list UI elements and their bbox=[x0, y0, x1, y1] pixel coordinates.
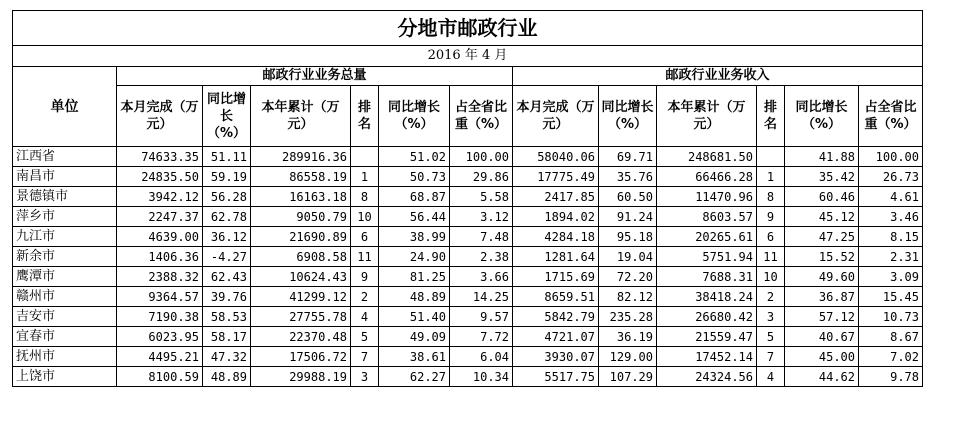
income-month-growth-cell: 72.20 bbox=[599, 267, 657, 287]
total-share-cell: 10.34 bbox=[450, 367, 513, 387]
total-month-growth-header: 同比增长（%） bbox=[203, 86, 251, 147]
table-row bbox=[13, 287, 923, 307]
total-ytd-growth-cell: 49.09 bbox=[379, 327, 450, 347]
income-share-cell: 100.00 bbox=[859, 147, 923, 167]
table-row bbox=[13, 307, 923, 327]
income-month-cell: 4284.18 bbox=[513, 227, 599, 247]
total-ytd-cell: 21690.89 bbox=[251, 227, 351, 247]
income-month-cell: 4721.07 bbox=[513, 327, 599, 347]
unit-name-cell: 九江市 bbox=[13, 227, 117, 247]
income-ytd-cell: 7688.31 bbox=[657, 267, 757, 287]
income-ytd-growth-cell: 36.87 bbox=[785, 287, 859, 307]
total-rank-cell: 10 bbox=[351, 207, 379, 227]
income-rank-cell: 6 bbox=[757, 227, 785, 247]
unit-name-cell: 吉安市 bbox=[13, 307, 117, 327]
income-share-cell: 2.31 bbox=[859, 247, 923, 267]
income-month-growth-cell: 60.50 bbox=[599, 187, 657, 207]
income-rank-cell: 2 bbox=[757, 287, 785, 307]
total-rank-cell bbox=[351, 147, 379, 167]
income-month-growth-cell: 35.76 bbox=[599, 167, 657, 187]
income-ytd-header: 本年累计（万元） bbox=[657, 86, 757, 147]
unit-name-cell: 景德镇市 bbox=[13, 187, 117, 207]
income-ytd-cell: 248681.50 bbox=[657, 147, 757, 167]
total-month-growth-cell: 47.32 bbox=[203, 347, 251, 367]
unit-name-cell: 南昌市 bbox=[13, 167, 117, 187]
table-row bbox=[13, 187, 923, 207]
income-month-cell: 58040.06 bbox=[513, 147, 599, 167]
income-rank-header: 排名 bbox=[757, 86, 785, 147]
income-month-growth-cell: 82.12 bbox=[599, 287, 657, 307]
total-rank-cell: 6 bbox=[351, 227, 379, 247]
income-ytd-growth-cell: 45.00 bbox=[785, 347, 859, 367]
income-rank-cell: 9 bbox=[757, 207, 785, 227]
income-rank-cell: 5 bbox=[757, 327, 785, 347]
total-month-cell: 9364.57 bbox=[117, 287, 203, 307]
total-ytd-growth-cell: 68.87 bbox=[379, 187, 450, 207]
income-rank-cell: 8 bbox=[757, 187, 785, 207]
unit-name-cell: 宜春市 bbox=[13, 327, 117, 347]
total-share-cell: 5.58 bbox=[450, 187, 513, 207]
income-group-header: 邮政行业业务收入 bbox=[513, 67, 923, 86]
income-month-cell: 5842.79 bbox=[513, 307, 599, 327]
income-ytd-cell: 24324.56 bbox=[657, 367, 757, 387]
total-share-cell: 9.57 bbox=[450, 307, 513, 327]
total-month-growth-cell: 36.12 bbox=[203, 227, 251, 247]
total-ytd-growth-cell: 50.73 bbox=[379, 167, 450, 187]
income-ytd-growth-cell: 57.12 bbox=[785, 307, 859, 327]
total-ytd-growth-cell: 51.02 bbox=[379, 147, 450, 167]
unit-name-cell: 萍乡市 bbox=[13, 207, 117, 227]
total-ytd-growth-cell: 48.89 bbox=[379, 287, 450, 307]
total-month-growth-cell: 58.53 bbox=[203, 307, 251, 327]
total-share-cell: 7.48 bbox=[450, 227, 513, 247]
total-rank-cell: 5 bbox=[351, 327, 379, 347]
income-month-cell: 2417.85 bbox=[513, 187, 599, 207]
income-share-cell: 4.61 bbox=[859, 187, 923, 207]
income-ytd-cell: 20265.61 bbox=[657, 227, 757, 247]
income-rank-cell: 3 bbox=[757, 307, 785, 327]
income-ytd-cell: 66466.28 bbox=[657, 167, 757, 187]
total-month-cell: 1406.36 bbox=[117, 247, 203, 267]
total-ytd-cell: 86558.19 bbox=[251, 167, 351, 187]
income-share-cell: 3.46 bbox=[859, 207, 923, 227]
total-month-growth-cell: -4.27 bbox=[203, 247, 251, 267]
income-rank-cell bbox=[757, 147, 785, 167]
total-share-cell: 14.25 bbox=[450, 287, 513, 307]
total-month-header: 本月完成（万元） bbox=[117, 86, 203, 147]
total-ytd-cell: 29988.19 bbox=[251, 367, 351, 387]
total-ytd-growth-header: 同比增长（%） bbox=[379, 86, 450, 147]
total-month-cell: 74633.35 bbox=[117, 147, 203, 167]
total-ytd-cell: 9050.79 bbox=[251, 207, 351, 227]
unit-header: 单位 bbox=[13, 67, 117, 147]
income-month-cell: 1894.02 bbox=[513, 207, 599, 227]
postal-statistics-table bbox=[12, 10, 923, 387]
total-ytd-cell: 6908.58 bbox=[251, 247, 351, 267]
income-month-cell: 17775.49 bbox=[513, 167, 599, 187]
total-month-growth-cell: 48.89 bbox=[203, 367, 251, 387]
total-share-cell: 100.00 bbox=[450, 147, 513, 167]
income-month-growth-cell: 129.00 bbox=[599, 347, 657, 367]
total-month-cell: 7190.38 bbox=[117, 307, 203, 327]
table-row bbox=[13, 167, 923, 187]
income-ytd-cell: 21559.47 bbox=[657, 327, 757, 347]
income-ytd-growth-cell: 49.60 bbox=[785, 267, 859, 287]
total-rank-cell: 9 bbox=[351, 267, 379, 287]
total-ytd-growth-cell: 24.90 bbox=[379, 247, 450, 267]
table-row bbox=[13, 227, 923, 247]
income-ytd-growth-cell: 15.52 bbox=[785, 247, 859, 267]
income-ytd-growth-header: 同比增长（%） bbox=[785, 86, 859, 147]
total-share-header: 占全省比重（%） bbox=[450, 86, 513, 147]
income-month-growth-cell: 91.24 bbox=[599, 207, 657, 227]
total-rank-cell: 7 bbox=[351, 347, 379, 367]
income-rank-cell: 11 bbox=[757, 247, 785, 267]
total-ytd-growth-cell: 51.40 bbox=[379, 307, 450, 327]
table-row bbox=[13, 267, 923, 287]
total-ytd-cell: 17506.72 bbox=[251, 347, 351, 367]
total-share-cell: 3.66 bbox=[450, 267, 513, 287]
income-ytd-cell: 26680.42 bbox=[657, 307, 757, 327]
income-month-cell: 8659.51 bbox=[513, 287, 599, 307]
income-share-cell: 3.09 bbox=[859, 267, 923, 287]
income-ytd-cell: 38418.24 bbox=[657, 287, 757, 307]
total-rank-cell: 4 bbox=[351, 307, 379, 327]
total-month-growth-cell: 59.19 bbox=[203, 167, 251, 187]
income-share-cell: 8.67 bbox=[859, 327, 923, 347]
total-ytd-cell: 10624.43 bbox=[251, 267, 351, 287]
table-row bbox=[13, 247, 923, 267]
total-rank-cell: 3 bbox=[351, 367, 379, 387]
table-row bbox=[13, 347, 923, 367]
income-ytd-cell: 8603.57 bbox=[657, 207, 757, 227]
income-rank-cell: 4 bbox=[757, 367, 785, 387]
total-ytd-growth-cell: 81.25 bbox=[379, 267, 450, 287]
total-month-cell: 24835.50 bbox=[117, 167, 203, 187]
unit-name-cell: 鹰潭市 bbox=[13, 267, 117, 287]
total-share-cell: 2.38 bbox=[450, 247, 513, 267]
income-ytd-growth-cell: 47.25 bbox=[785, 227, 859, 247]
total-month-growth-cell: 51.11 bbox=[203, 147, 251, 167]
unit-name-cell: 抚州市 bbox=[13, 347, 117, 367]
table-row bbox=[13, 327, 923, 347]
total-rank-cell: 8 bbox=[351, 187, 379, 207]
total-month-growth-cell: 39.76 bbox=[203, 287, 251, 307]
total-ytd-cell: 27755.78 bbox=[251, 307, 351, 327]
total-ytd-growth-cell: 62.27 bbox=[379, 367, 450, 387]
unit-name-cell: 新余市 bbox=[13, 247, 117, 267]
income-ytd-growth-cell: 60.46 bbox=[785, 187, 859, 207]
income-month-cell: 3930.07 bbox=[513, 347, 599, 367]
income-share-header: 占全省比重（%） bbox=[859, 86, 923, 147]
total-rank-cell: 2 bbox=[351, 287, 379, 307]
table-title: 分地市邮政行业 bbox=[13, 11, 923, 46]
income-share-cell: 26.73 bbox=[859, 167, 923, 187]
total-ytd-header: 本年累计（万元） bbox=[251, 86, 351, 147]
total-month-cell: 4495.21 bbox=[117, 347, 203, 367]
unit-name-cell: 赣州市 bbox=[13, 287, 117, 307]
total-ytd-cell: 41299.12 bbox=[251, 287, 351, 307]
table-row bbox=[13, 367, 923, 387]
unit-name-cell: 江西省 bbox=[13, 147, 117, 167]
income-month-cell: 5517.75 bbox=[513, 367, 599, 387]
total-month-cell: 6023.95 bbox=[117, 327, 203, 347]
report-period: 2016 年 4 月 bbox=[13, 46, 923, 67]
total-rank-header: 排名 bbox=[351, 86, 379, 147]
income-rank-cell: 1 bbox=[757, 167, 785, 187]
unit-name-cell: 上饶市 bbox=[13, 367, 117, 387]
total-ytd-cell: 16163.18 bbox=[251, 187, 351, 207]
total-share-cell: 7.72 bbox=[450, 327, 513, 347]
income-month-growth-cell: 36.19 bbox=[599, 327, 657, 347]
income-ytd-cell: 17452.14 bbox=[657, 347, 757, 367]
income-ytd-growth-cell: 44.62 bbox=[785, 367, 859, 387]
income-ytd-growth-cell: 35.42 bbox=[785, 167, 859, 187]
total-month-growth-cell: 62.78 bbox=[203, 207, 251, 227]
total-month-cell: 4639.00 bbox=[117, 227, 203, 247]
table-row bbox=[13, 147, 923, 167]
total-ytd-growth-cell: 38.61 bbox=[379, 347, 450, 367]
total-month-growth-cell: 56.28 bbox=[203, 187, 251, 207]
income-ytd-cell: 5751.94 bbox=[657, 247, 757, 267]
total-ytd-growth-cell: 56.44 bbox=[379, 207, 450, 227]
income-month-cell: 1715.69 bbox=[513, 267, 599, 287]
total-share-cell: 3.12 bbox=[450, 207, 513, 227]
total-share-cell: 29.86 bbox=[450, 167, 513, 187]
total-volume-group-header: 邮政行业业务总量 bbox=[117, 67, 513, 86]
income-month-cell: 1281.64 bbox=[513, 247, 599, 267]
total-share-cell: 6.04 bbox=[450, 347, 513, 367]
income-ytd-growth-cell: 45.12 bbox=[785, 207, 859, 227]
total-ytd-cell: 22370.48 bbox=[251, 327, 351, 347]
income-month-header: 本月完成（万元） bbox=[513, 86, 599, 147]
total-month-cell: 3942.12 bbox=[117, 187, 203, 207]
income-ytd-cell: 11470.96 bbox=[657, 187, 757, 207]
income-month-growth-cell: 235.28 bbox=[599, 307, 657, 327]
income-month-growth-cell: 69.71 bbox=[599, 147, 657, 167]
income-share-cell: 8.15 bbox=[859, 227, 923, 247]
income-rank-cell: 10 bbox=[757, 267, 785, 287]
total-rank-cell: 1 bbox=[351, 167, 379, 187]
income-month-growth-cell: 95.18 bbox=[599, 227, 657, 247]
income-ytd-growth-cell: 41.88 bbox=[785, 147, 859, 167]
income-share-cell: 15.45 bbox=[859, 287, 923, 307]
total-month-cell: 8100.59 bbox=[117, 367, 203, 387]
income-share-cell: 9.78 bbox=[859, 367, 923, 387]
total-month-cell: 2247.37 bbox=[117, 207, 203, 227]
income-share-cell: 7.02 bbox=[859, 347, 923, 367]
table-row bbox=[13, 207, 923, 227]
total-rank-cell: 11 bbox=[351, 247, 379, 267]
total-month-growth-cell: 62.43 bbox=[203, 267, 251, 287]
total-month-growth-cell: 58.17 bbox=[203, 327, 251, 347]
income-rank-cell: 7 bbox=[757, 347, 785, 367]
income-share-cell: 10.73 bbox=[859, 307, 923, 327]
total-month-cell: 2388.32 bbox=[117, 267, 203, 287]
income-month-growth-cell: 107.29 bbox=[599, 367, 657, 387]
total-ytd-growth-cell: 38.99 bbox=[379, 227, 450, 247]
income-month-growth-cell: 19.04 bbox=[599, 247, 657, 267]
total-ytd-cell: 289916.36 bbox=[251, 147, 351, 167]
income-ytd-growth-cell: 40.67 bbox=[785, 327, 859, 347]
income-month-growth-header: 同比增长（%） bbox=[599, 86, 657, 147]
